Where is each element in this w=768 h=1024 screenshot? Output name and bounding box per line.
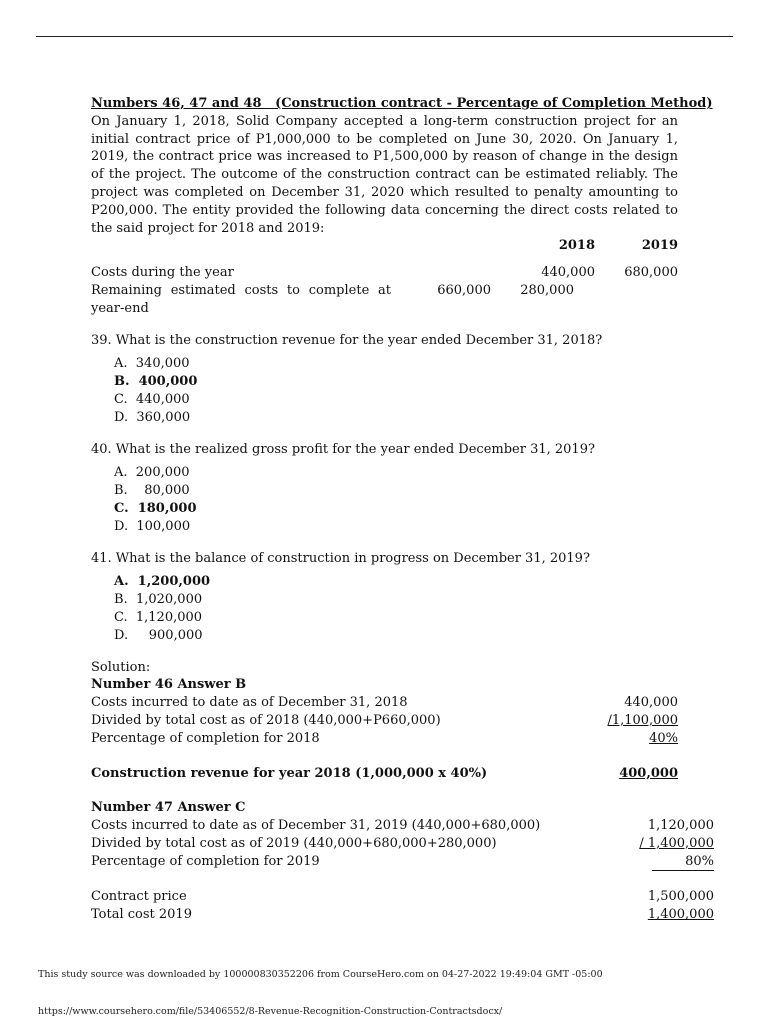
- top-rule: [36, 36, 733, 37]
- option: C. 1,120,000: [114, 609, 203, 625]
- table-row: Costs during the year 440,000 680,000: [91, 265, 678, 281]
- option-list: [114, 464, 678, 535]
- question-text: 39. What is the construction revenue for the year ended December 31, 2018?: [91, 332, 603, 348]
- option: D. 360,000: [114, 409, 191, 425]
- solution-section: [91, 659, 714, 925]
- cost-table: [91, 237, 678, 317]
- option: A. 340,000: [114, 356, 190, 372]
- source-url[interactable]: https://www.coursehero.com/file/53406552/8-Revenue-Recognition-Construction-Contractsdocx/: [38, 1006, 503, 1017]
- correct-option: B. 400,000: [114, 374, 198, 390]
- n47-title: Number 47 Answer C: [91, 800, 246, 816]
- solution-row: Percentage of completion for 2018 40%: [91, 730, 678, 746]
- question: [91, 550, 678, 645]
- solution-row: Divided by total cost as of 2018 (440,000+P660,000) /1,100,000: [91, 712, 678, 728]
- question-text: 40. What is the realized gross profit for the year ended December 31, 2019?: [91, 441, 595, 457]
- n46-result: Construction revenue for year 2018 (1,000,000 x 40%) 400,000: [91, 765, 678, 781]
- solution-row: Costs incurred to date as of December 31, 2018 440,000: [91, 695, 678, 711]
- option: D. 100,000: [114, 518, 191, 534]
- question: [91, 441, 678, 536]
- table-row: Remaining estimated costs to complete at year-end 660,000 280,000: [91, 282, 574, 316]
- solution-row: Divided by total cost as of 2019 (440,000+680,000+280,000) / 1,400,000: [91, 835, 714, 851]
- option-list: [114, 573, 678, 644]
- col-2018: 2018: [558, 238, 595, 254]
- solution-row: Total cost 2019 1,400,000: [91, 907, 714, 923]
- document-body: [91, 95, 714, 924]
- option: D. 900,000: [114, 627, 203, 643]
- n46-title: Number 46 Answer B: [91, 677, 247, 693]
- solution-row: Percentage of completion for 2019 80%: [91, 853, 714, 872]
- col-2019: 2019: [641, 238, 678, 254]
- question-text: 41. What is the balance of construction in progress on December 31, 2019?: [91, 550, 590, 566]
- cost-table-header: [91, 237, 678, 255]
- intro-paragraph: On January 1, 2018, Solid Company accepted a long-term construction project for an initial contract price of P1,000,000 to be completed on June 30, 2020. On January 1, 2019, the contract price was increased to P1,500,000 by reason of change in the design of the project. The outcome of the construction contract can be estimated reliably. The project was completed on December 31, 2020 which resulted to penalty amounting to P200,000. The entity provided the following data concerning the direct costs related to the said project for 2018 and 2019:: [91, 113, 678, 236]
- solution-row: Costs incurred to date as of December 31, 2019 (440,000+680,000) 1,120,000: [91, 818, 714, 834]
- option: A. 200,000: [114, 465, 190, 481]
- option: C. 440,000: [114, 391, 190, 407]
- correct-option: A. 1,200,000: [114, 574, 211, 590]
- download-notice: This study source was downloaded by 100000830352206 from CourseHero.com on 04-27-2022 19:49:04 GMT -05:00: [38, 969, 603, 980]
- solution-heading: Solution:: [91, 659, 151, 675]
- question: [91, 332, 678, 427]
- section-title: Numbers 46, 47 and 48 (Construction contract - Percentage of Completion Method): [91, 96, 713, 111]
- option-list: [114, 355, 678, 426]
- option: B. 1,020,000: [114, 592, 203, 608]
- option: B. 80,000: [114, 483, 190, 499]
- correct-option: C. 180,000: [114, 500, 197, 516]
- solution-row: Contract price 1,500,000: [91, 889, 714, 905]
- question-list: [91, 332, 678, 645]
